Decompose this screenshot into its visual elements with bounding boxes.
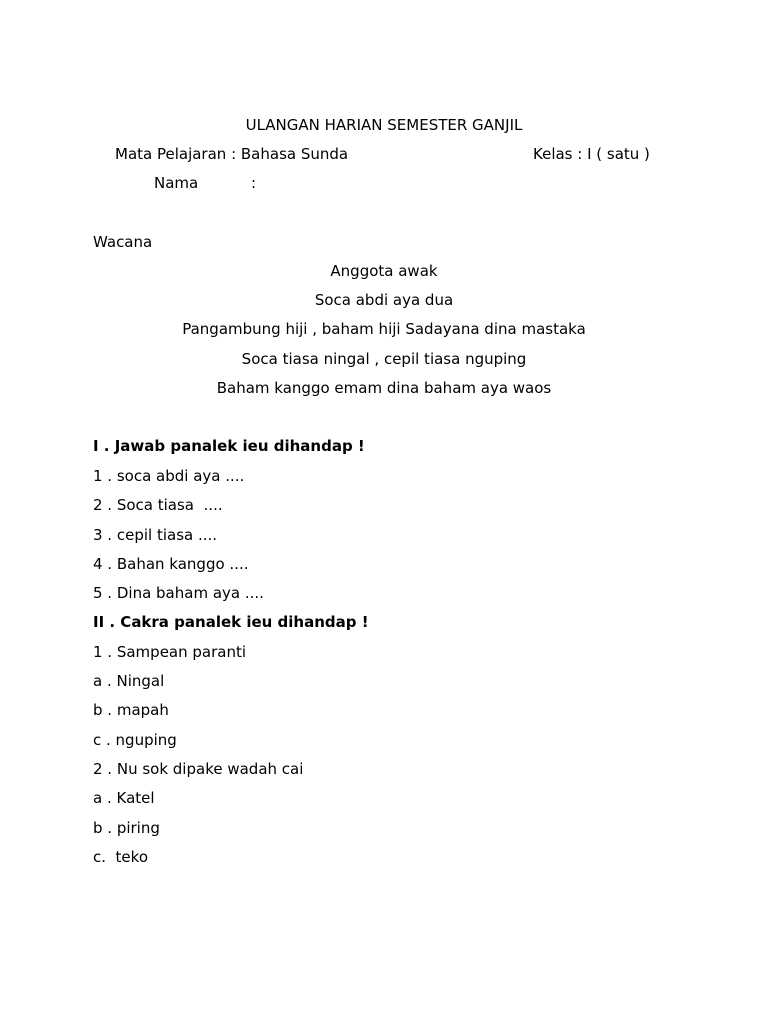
question-item: 1 . soca abdi aya .... [93,467,245,485]
question-item: 2 . Soca tiasa .... [93,496,223,514]
class-label: Kelas : I ( satu ) [533,145,650,163]
reading-line: Pangambung hiji , baham hiji Sadayana dina mastaka [182,320,586,338]
section-2-heading: II . Cakra panalek ieu dihandap ! [93,613,369,631]
question-item: 5 . Dina baham aya .... [93,584,264,602]
option-item: c. teko [93,848,148,866]
question-item: 3 . cepil tiasa .... [93,526,218,544]
question-item: 2 . Nu sok dipake wadah cai [93,760,304,778]
name-colon: : [251,174,257,192]
section-1-heading: I . Jawab panalek ieu dihandap ! [93,437,365,455]
reading-line: Soca abdi aya dua [314,291,454,309]
option-item: b . mapah [93,701,169,719]
option-item: a . Ningal [93,672,165,690]
subject-label: Mata Pelajaran : Bahasa Sunda [115,145,349,163]
option-item: a . Katel [93,789,155,807]
reading-line: Baham kanggo emam dina baham aya waos [216,379,552,397]
question-item: 1 . Sampean paranti [93,643,247,661]
reading-line: Anggota awak [330,262,438,280]
question-item: 4 . Bahan kanggo .... [93,555,249,573]
option-item: b . piring [93,819,160,837]
name-label: Nama [154,174,199,192]
option-item: c . nguping [93,731,177,749]
reading-label: Wacana [93,233,153,251]
reading-line: Soca tiasa ningal , cepil tiasa nguping [241,350,527,368]
exam-title: ULANGAN HARIAN SEMESTER GANJIL [245,116,523,134]
